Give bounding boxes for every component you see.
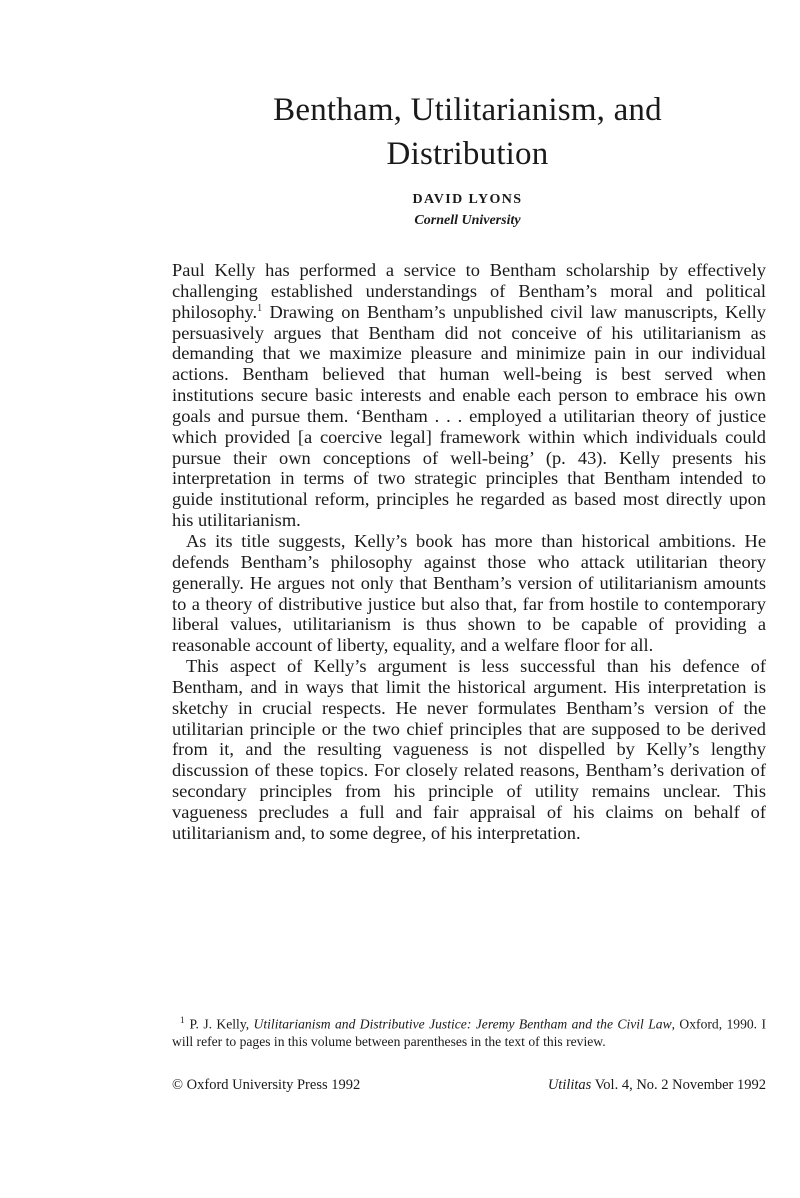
journal-name: Utilitas xyxy=(547,1077,592,1093)
author-name: DAVID LYONS xyxy=(412,192,523,207)
footnote-book-title: Utilitarianism and Distributive Justice: Jeremy Bentham and the Civil Law xyxy=(253,1016,672,1032)
journal-citation xyxy=(548,1077,766,1094)
paragraph-1-text-b: Drawing on Bentham’s unpublished civil law manuscripts, Kelly persuasively argues that Bentham did not conceive of his utilitarianism as demanding that we maximize pleasure and minimize pain in our individual actions. Bentham believed that human well-being is best served when institutions secure basic interests and enable each person to embrace his own goals and pursue them. ‘Bentham . . . employed a utilitarian theory of justice which provided [a coercive legal] framework within which individuals could pursue their own conceptions of well-being’ (p. 43). Kelly presents his interpretation in terms of two strategic principles that Bentham intended to guide institutional reform, principles he regarded as based most directly upon his utilitarianism. xyxy=(172,301,766,531)
article-body xyxy=(172,260,766,844)
footnote-mark: 1 xyxy=(180,1015,185,1025)
footnote-reference-1[interactable]: 1 xyxy=(257,302,263,314)
footnote-rest: , Oxford, 1990. I will refer to pages in this volume between parentheses in the text of this review. xyxy=(172,1016,766,1049)
footnote-author: P. J. Kelly, xyxy=(189,1016,254,1032)
title-line-1: Bentham, Utilitarianism, and xyxy=(273,92,662,128)
paragraph-1 xyxy=(172,260,766,531)
journal-issue: Vol. 4, No. 2 November 1992 xyxy=(591,1077,766,1093)
author-affiliation: Cornell University xyxy=(414,213,521,228)
paragraph-1-text-a: Paul Kelly has performed a service to Bentham scholarship by effectively challenging established understandings of Bentham’s moral and political philosophy. xyxy=(172,260,766,322)
article-title xyxy=(150,88,785,176)
paragraph-3: This aspect of Kelly’s argument is less successful than his defence of Bentham, and in ways that limit the historical argument. His interpretation is sketchy in crucial respects. He never formulates Bentham’s version of the utilitarian principle or the two chief principles that are supposed to be derived from it, and the resulting vagueness is not dispelled by Kelly’s lengthy discussion of these topics. For closely related reasons, Bentham’s derivation of secondary principles from his principle of utility remains unclear. This vagueness precludes a full and fair appraisal of his claims on behalf of utilitarianism and, to some degree, of his interpretation. xyxy=(172,656,766,843)
footnote-1 xyxy=(172,1012,766,1050)
title-line-2: Distribution xyxy=(386,136,549,172)
copyright-notice: © Oxford University Press 1992 xyxy=(172,1077,361,1093)
paragraph-2: As its title suggests, Kelly’s book has more than historical ambitions. He defends Bentham’s philosophy against those who attack utilitarian theory generally. He argues not only that Bentham’s version of utilitarianism amounts to a theory of distributive justice but also that, far from hostile to contemporary liberal values, utilitarianism is thus shown to be capable of providing a reasonable account of liberty, equality, and a welfare floor for all. xyxy=(172,530,766,656)
page-footer xyxy=(172,1077,766,1094)
